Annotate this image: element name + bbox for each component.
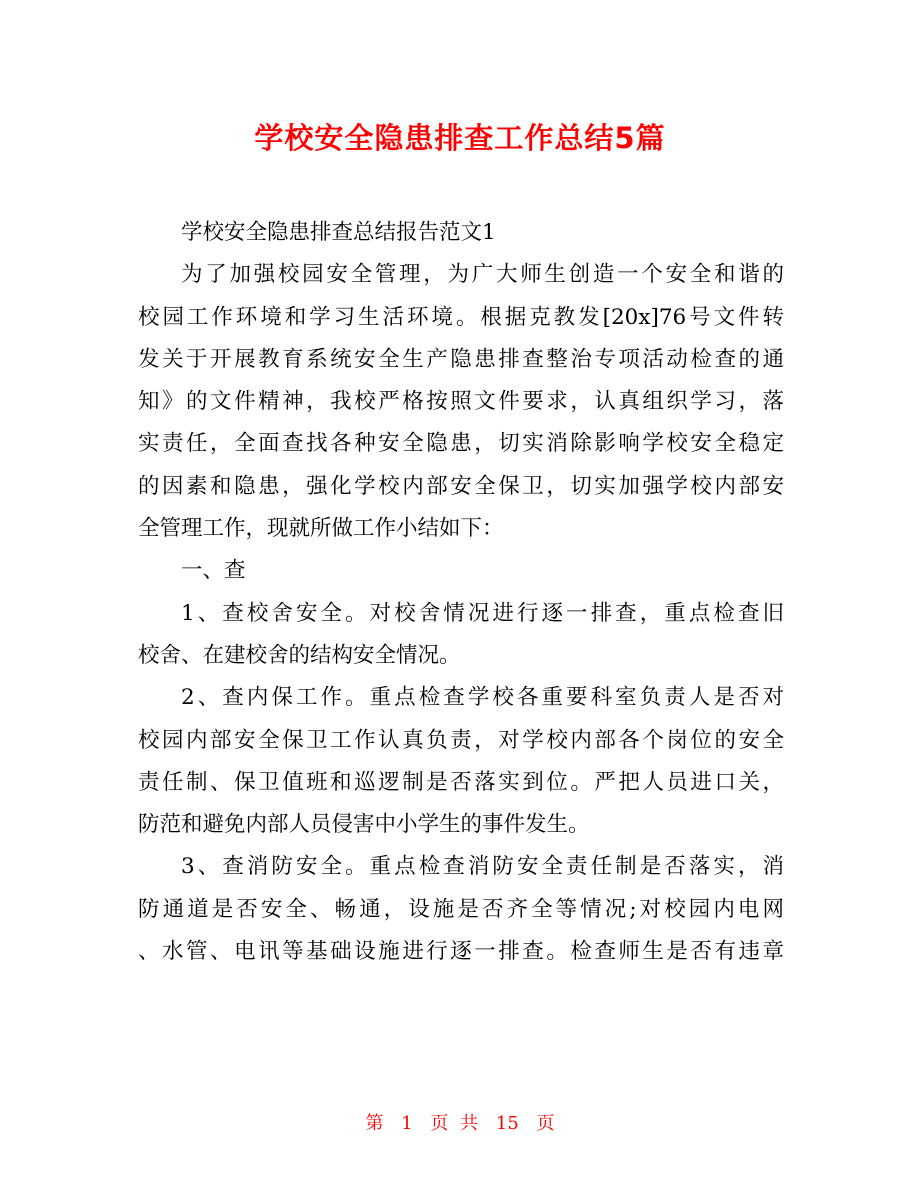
body-line: 校园内部安全保卫工作认真负责，对学校内部各个岗位的安全 [138,727,784,753]
body-line: 校园工作环境和学习生活环境。根据克教发[20x]76号文件转 [138,304,784,330]
footer-total-pages: 15 [495,1113,519,1134]
document-title: 学校安全隐患排查工作总结5篇 [254,121,666,155]
body-line: 全管理工作，现就所做工作小结如下： [138,516,504,542]
footer-middle: 页 共 [430,1113,479,1134]
body-line: 为了加强校园安全管理，为广大师生创造一个安全和谐的 [181,262,784,288]
footer-current-page: 1 [401,1113,413,1134]
body-line: 2、查内保工作。重点检查学校各重要科室负责人是否对 [181,685,784,711]
body-line: 发关于开展教育系统安全生产隐患排查整治专项活动检查的通 [138,346,784,372]
body-line: 的因素和隐患，强化学校内部安全保卫，切实加强学校内部安 [138,473,784,499]
footer-suffix: 页 [536,1113,555,1134]
body-line: 学校安全隐患排查总结报告范文1 [181,220,496,245]
body-line: 、水管、电讯等基础设施进行逐一排查。检查师生是否有违章 [138,939,784,965]
body-line: 防通道是否安全、畅通，设施是否齐全等情况;对校园内电网 [138,896,784,922]
page-footer [0,1110,920,1138]
body-line: 3、查消防安全。重点检查消防安全责任制是否落实，消 [181,854,784,880]
body-line: 防范和避免内部人员侵害中小学生的事件发生。 [138,812,590,838]
body-line: 知》的文件精神，我校严格按照文件要求，认真组织学习，落 [138,389,784,415]
body-line: 实责任，全面查找各种安全隐患，切实消除影响学校安全稳定 [138,431,784,457]
section-heading: 一、查 [181,558,246,584]
body-line: 1、查校舍安全。对校舍情况进行逐一排查，重点检查旧 [181,600,784,626]
body-line: 责任制、保卫值班和巡逻制是否落实到位。严把人员进口关， [138,769,784,795]
footer-prefix: 第 [365,1113,384,1134]
document-body [138,212,784,973]
body-line: 校舍、在建校舍的结构安全情况。 [138,642,461,668]
